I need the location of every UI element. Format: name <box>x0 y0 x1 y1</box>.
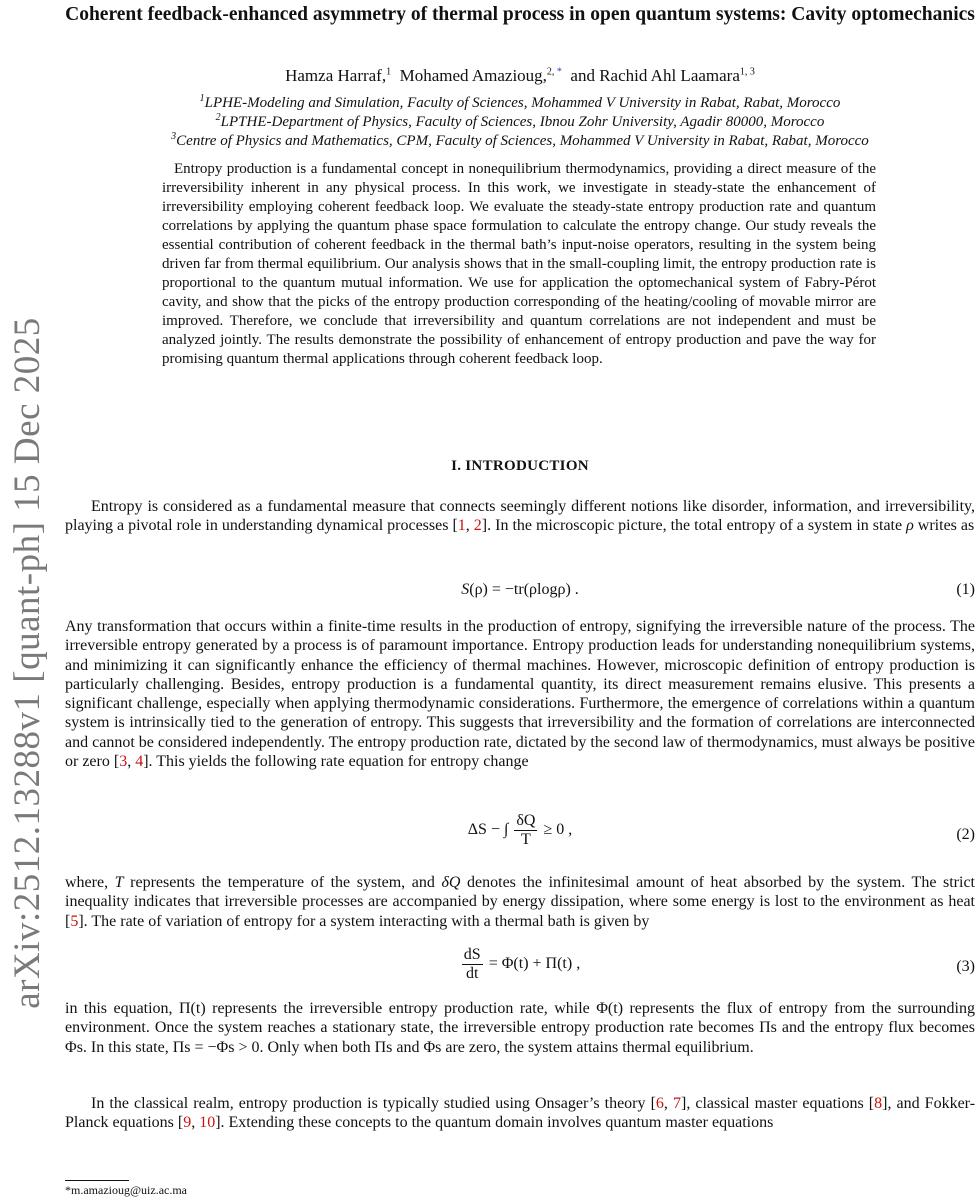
intro-paragraph-1: Entropy is considered as a fundamental measure that connects seemingly different notions like disorder, information, and irreversibility, playing a pivotal role in understanding dynamical processes [1, 2]. In the microscopic picture, the total entropy of a system in state ρ writes as <box>65 498 975 535</box>
footnote-rule <box>65 1180 129 1181</box>
intro-paragraph-4: in this equation, Π(t) represents the irreversible entropy production rate, while Φ(t) represents the flux of entropy from the surrounding environment. Once the system reaches a stationary state, the irreversible entropy production rate becomes Πs and the entropy flux becomes Φs. In this state, Πs = −Φs > 0. Only when both Πs and Φs are zero, the system attains thermal equilibrium. <box>65 1000 975 1056</box>
citation-link[interactable]: 8 <box>874 1095 883 1112</box>
abstract: Entropy production is a fundamental concept in nonequilibrium thermodynamics, providing a direct measure of the irreversibility inherent in any physical process. In this work, we investigate in steady-state the enhancement of irreversibility employing coherent feedback loop. We evaluate the steady-state entropy production rate and quantum correlations by applying the quantum phase space formulation to calculate the entropy change. Our study reveals the essential contribution of coherent feedback in the thermal bath’s input-noise operators, resulting in the system being driven far from thermal equilibrium. Our analysis shows that in the small-coupling limit, the entropy production rate is proportional to the quantum mutual information. We use for application the optomechanical system of Fabry-Pérot cavity, and show that the picks of the entropy production corresponding of the heating/cooling of movable mirror are improved. Therefore, we conclude that irreversibility and quantum correlations are not independent and must be analyzed jointly. The results demonstrate the possibility of enhancement of entropy production and pave the way for promising quantum thermal applications through coherent feedback loop. <box>162 161 876 367</box>
affil-marker: 1, 3 <box>739 66 755 78</box>
intro-paragraph-5: In the classical realm, entropy production is typically studied using Onsager’s theory [6, 7], classical master equations [8], and Fokker-Planck equations [9, 10]. Extending these concepts to the quantum domain involves quantum master equations <box>65 1095 976 1132</box>
fraction: $\frac{\delta Q}{T}$ <box>516 812 536 848</box>
citation-link[interactable]: 7 <box>672 1095 681 1112</box>
citation-link[interactable]: 6 <box>655 1095 664 1112</box>
affiliation-2: $^2$LPTHE-Department of Physics, Faculty of Sciences, Ibnou Zohr University, Agadir 80000, Morocco <box>215 112 825 130</box>
fraction: $\frac{dS}{dt}$ <box>463 946 481 982</box>
citation-link[interactable]: 1 <box>457 517 466 535</box>
arxiv-identifier: arXiv:2512.13288v1 [quant-ph] 15 Dec 2025 <box>7 317 48 1009</box>
citation-link[interactable]: 5 <box>70 912 79 930</box>
equation-number: (2) <box>956 826 975 843</box>
affil-marker: 2, * <box>546 66 562 78</box>
citation-link[interactable]: 10 <box>199 1114 216 1132</box>
intro-paragraph-2: Any transformation that occurs within a finite-time results in the production of entropy, signifying the irreversible nature of the process. The irreversible entropy generated by a process is of paramount importance. Entropy production leads for understanding nonequilibrium systems, and minimizing it can significantly enhance the efficiency of thermal machines. However, microscopic definition of entropy production is particularly challenging. Besides, entropy production is a fundamental quantity, its direct measurement remains elusive. This presents a significant challenge, especially when applying thermodynamic considerations. Furthermore, the emergence of correlations within a quantum system is intrinsically tied to the generation of entropy. This suggests that irreversibility and the formation of correlations are interconnected and cannot be considered independently. The entropy production rate, dictated by the second law of thermodynamics, must always be positive or zero [3, 4]. This yields the following rate equation for entropy change <box>65 618 975 771</box>
paper-title: Coherent feedback-enhanced asymmetry of thermal process in open quantum systems: Cavity optomechanics <box>65 4 975 25</box>
author-list <box>60 66 976 86</box>
citation-link[interactable]: 3 <box>119 753 128 771</box>
section-heading: I. INTRODUCTION <box>451 458 589 474</box>
equation-number: (1) <box>956 581 975 598</box>
citation-link[interactable]: 9 <box>183 1114 192 1132</box>
equation-3: $\frac{dS}{dt}$ = Φ(t) + Π(t) , (3) <box>463 946 975 982</box>
author-laamara: and Rachid Ahl Laamara <box>570 66 740 85</box>
footnote-email[interactable]: *m.amazioug@uiz.ac.ma <box>65 1183 188 1197</box>
equation-1: S(ρ) = −tr(ρlogρ) . (1) <box>461 581 975 598</box>
affiliation-1: $^1$LPHE-Modeling and Simulation, Faculty of Sciences, Mohammed V University in Rabat, Rabat, Morocco <box>199 93 841 111</box>
citation-link[interactable]: 4 <box>135 753 144 771</box>
equation-2: ΔS − ∫ $\frac{\delta Q}{T}$ ≥ 0 , (2) <box>467 812 975 848</box>
author-amazioug: Mohamed Amazioug, <box>399 66 547 85</box>
affiliation-3: $^3$Centre of Physics and Mathematics, CPM, Faculty of Sciences, Mohammed V University in Rabat, Rabat, Morocco <box>171 131 869 149</box>
citation-link[interactable]: 2 <box>473 517 482 535</box>
equation-number: (3) <box>956 958 975 975</box>
corresponding-author-link[interactable]: * <box>556 66 562 78</box>
affil-marker: 1 <box>386 66 392 78</box>
intro-paragraph-3: where, T represents the temperature of the system, and δQ denotes the infinitesimal amount of heat absorbed by the system. The strict inequality indicates that irreversible processes are accompanied by energy dissipation, where some energy is lost to the environment as heat [5]. The rate of variation of entropy for a system interacting with a thermal bath is given by <box>65 874 976 930</box>
author-harraf: Hamza Harraf, <box>285 66 387 85</box>
